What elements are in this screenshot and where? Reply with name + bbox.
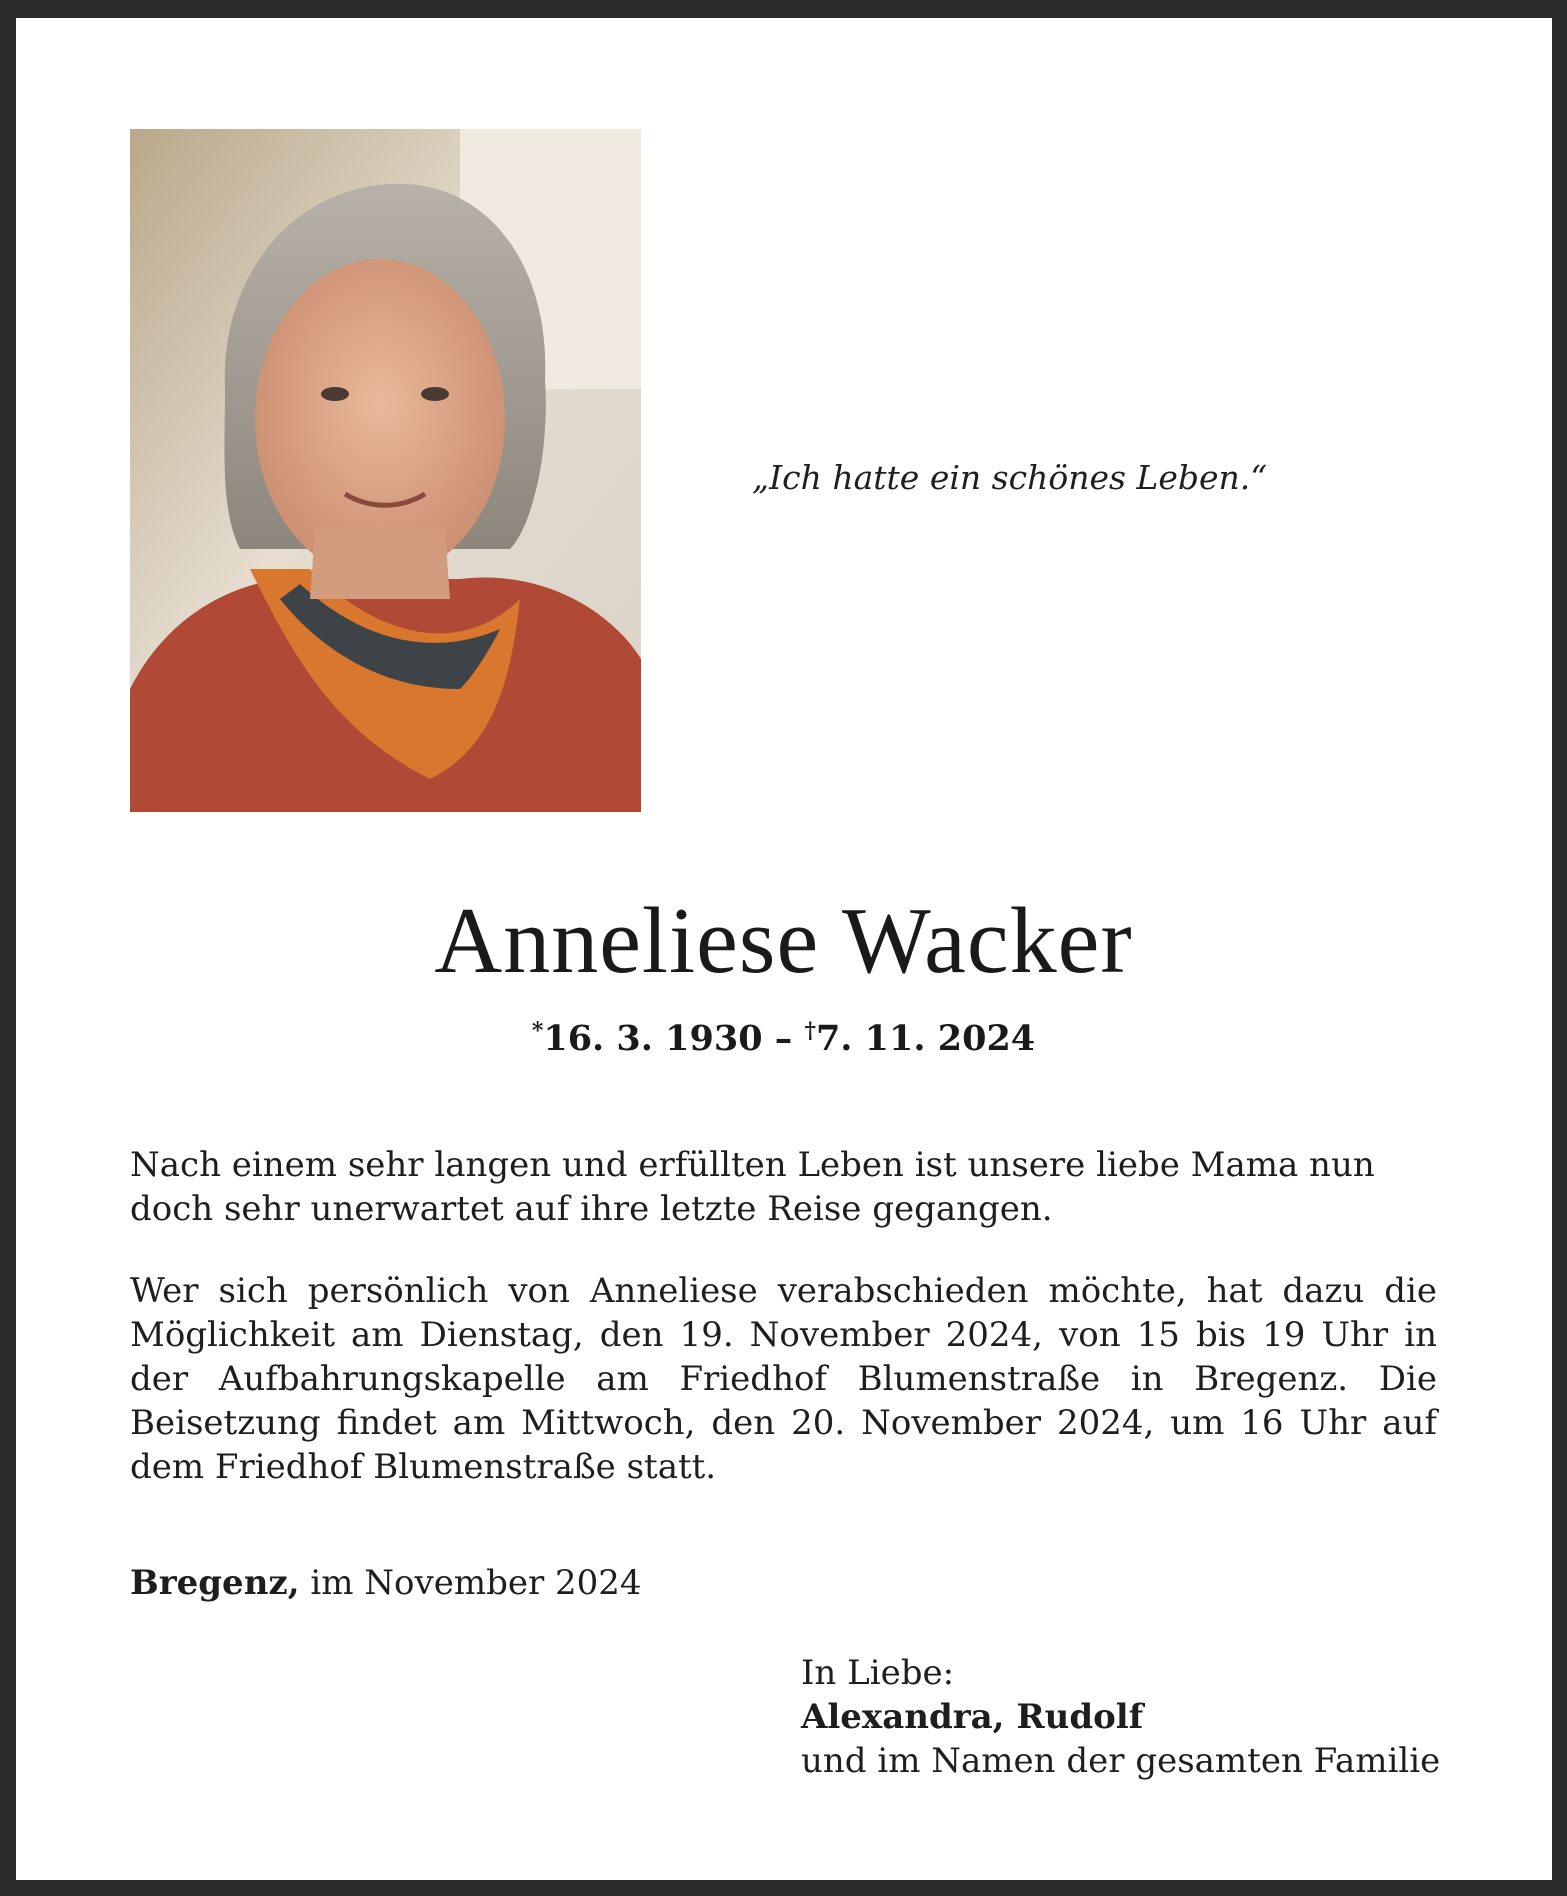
- signature-family: und im Namen der gesamten Familie: [801, 1741, 1441, 1781]
- life-dates: [0, 1018, 1567, 1059]
- place-and-date: [130, 1563, 642, 1603]
- signature-block: [801, 1651, 1440, 1783]
- deceased-name: Anneliese Wacker: [434, 889, 1133, 993]
- place-date: im November 2024: [299, 1563, 642, 1603]
- paragraph-announcement: Nach einem sehr langen und erfüllten Leben ist unsere liebe Mama nun doch sehr unerwartet auf ihre letzte Reise gegangen.: [130, 1145, 1375, 1229]
- birth-symbol: *: [531, 1018, 544, 1044]
- portrait-photo: [130, 129, 641, 812]
- signature-intro: In Liebe:: [801, 1653, 955, 1693]
- paragraph-funeral-details: Wer sich persönlich von Anneliese verabschieden möchte, hat dazu die Möglichkeit am Dienstag, den 19. November 2024, von 15 bis 19 Uhr in der Aufbahrungskapelle am Friedhof Blumenstraße in Bregenz. Die Beisetzung findet am Mittwoch, den 20. November 2024, um 16 Uhr auf dem Friedhof Blumenstraße statt.: [130, 1271, 1437, 1487]
- death-date: 7. 11. 2024: [815, 1018, 1036, 1059]
- death-symbol: †: [804, 1018, 816, 1044]
- signature-names: Alexandra, Rudolf: [801, 1697, 1144, 1737]
- date-separator: –: [762, 1018, 805, 1059]
- place-city: Bregenz,: [130, 1563, 300, 1603]
- quote: „Ich hatte ein schönes Leben.“: [752, 458, 1268, 497]
- birth-date: 16. 3. 1930: [543, 1018, 763, 1059]
